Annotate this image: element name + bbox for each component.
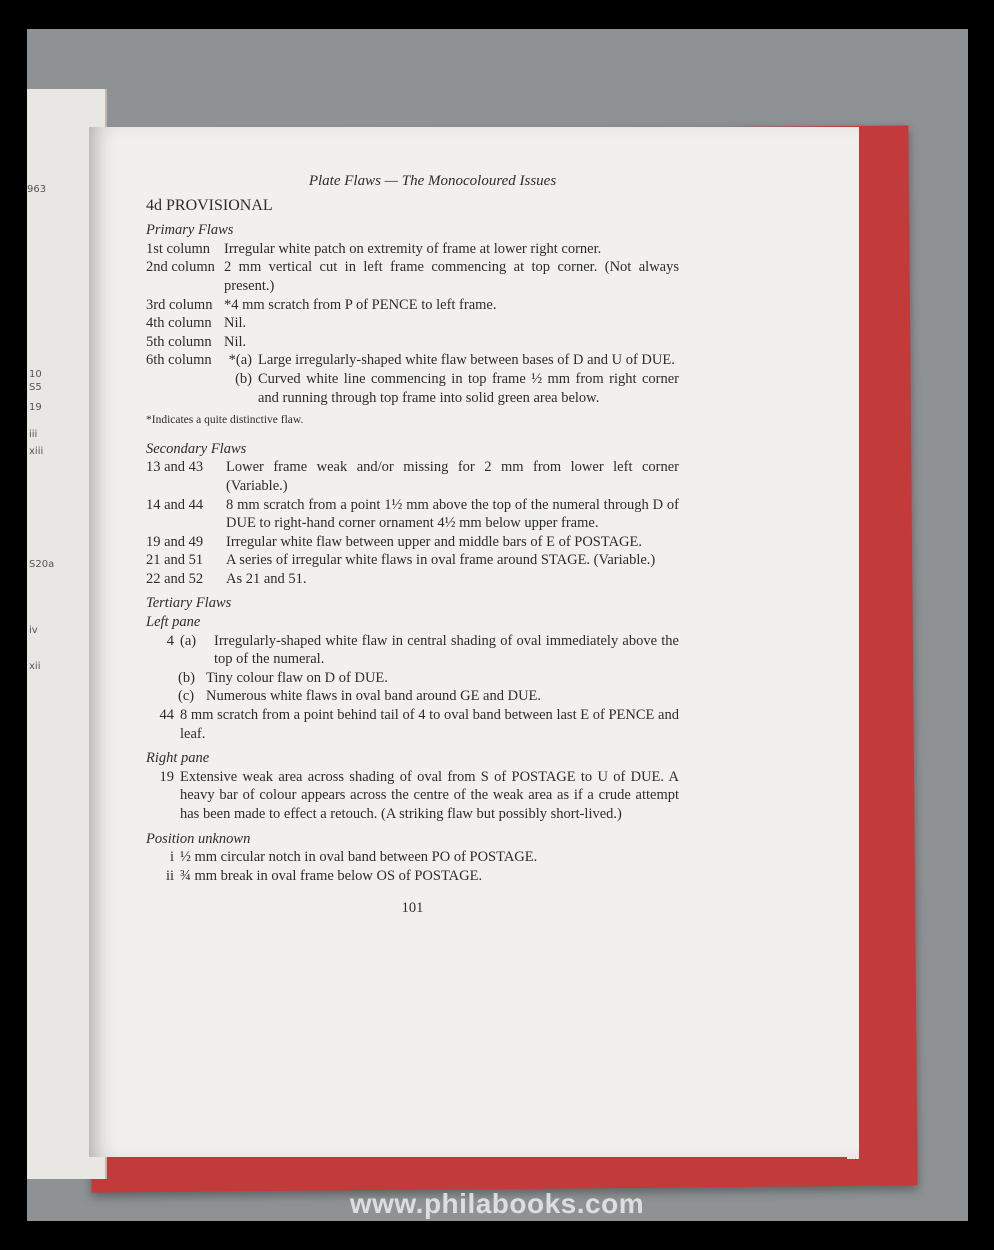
row-text: Curved white line commencing in top frame ½ mm from right corner and running through top frame into solid green area below. (258, 370, 679, 406)
left-pane-heading: Left pane (146, 614, 201, 631)
page-text (146, 172, 679, 918)
left-page-fragment: iv (29, 625, 38, 636)
primary-heading: Primary Flaws (146, 222, 234, 239)
row-label: 22 and 52 (146, 570, 204, 587)
tertiary-item (146, 687, 679, 706)
item-number: 4 (166, 632, 174, 649)
page-number: 101 (401, 900, 424, 917)
tertiary-item (146, 867, 679, 886)
row-label: 6th column (146, 352, 212, 369)
primary-row (146, 240, 679, 259)
secondary-row (146, 570, 679, 589)
row-text: As 21 and 51. (226, 570, 307, 587)
primary-row (146, 258, 679, 295)
footnote: *Indicates a quite distinctive flaw. (146, 414, 304, 427)
item-marker: (b) (235, 370, 252, 387)
row-text: ½ mm circular notch in oval band between PO of POSTAGE. (180, 849, 538, 866)
primary-row-sixth (146, 351, 679, 407)
tertiary-heading: Tertiary Flaws (146, 595, 232, 612)
row-text: Lower frame weak and/or missing for 2 mm from lower left corner (Variable.) (226, 459, 679, 494)
secondary-row (146, 496, 679, 533)
row-label: 1st column (146, 240, 211, 257)
row-text: Irregular white patch on extremity of frame at lower right corner. (224, 240, 602, 257)
left-page-fragment: xiii (29, 446, 44, 457)
row-text: Nil. (224, 333, 247, 350)
right-pane-heading: Right pane (146, 750, 210, 767)
left-page-fragment: S20a (29, 559, 55, 570)
left-page-fragment: 19 (29, 402, 42, 413)
row-text: ¾ mm break in oval frame below OS of POSTAGE. (180, 867, 483, 884)
left-page-fragment: xii (29, 661, 41, 672)
item-marker: *(a) (228, 352, 252, 369)
item-number: ii (165, 867, 174, 884)
secondary-row (146, 458, 679, 495)
row-text: Numerous white flaws in oval band around GE and DUE. (206, 688, 542, 705)
row-label: 4th column (146, 315, 212, 332)
left-page-fragment: iii (29, 429, 38, 440)
primary-row (146, 314, 679, 333)
row-text: Extensive weak area across shading of oval from S of POSTAGE to U of DUE. A heavy bar of colour appears across the centre of the weak area as if a crude attempt has been made to effect a retouch. (A striking flaw but possibly short-lived.) (180, 768, 679, 822)
row-text: Irregularly-shaped white flaw in central shading of oval immediately above the top of the numeral. (214, 632, 679, 668)
tertiary-item (146, 848, 679, 867)
row-text: 2 mm vertical cut in left frame commencing at top corner. (Not always present.) (224, 259, 679, 294)
row-text: 8 mm scratch from a point 1½ mm above the top of the numeral through D of DUE to right-hand corner ornament 4½ mm below upper frame. (226, 496, 679, 532)
secondary-heading: Secondary Flaws (146, 440, 247, 457)
item-marker: (c) (178, 688, 195, 705)
left-page-fragment: S5 (29, 382, 42, 393)
tertiary-item (146, 669, 679, 688)
row-label: 3rd column (146, 296, 213, 313)
row-label: 2nd column (146, 259, 215, 276)
secondary-row (146, 533, 679, 552)
row-label: 5th column (146, 333, 212, 350)
left-page-fragment: 10 (29, 369, 42, 380)
position-unknown-heading: Position unknown (146, 830, 251, 847)
row-label: 14 and 44 (146, 496, 204, 513)
primary-row (146, 333, 679, 352)
row-text: *4 mm scratch from P of PENCE to left frame. (224, 296, 497, 313)
item-number: 44 (159, 707, 174, 724)
left-page-fragment: 963 (27, 184, 47, 195)
watermark: www.philabooks.com (349, 1188, 645, 1219)
row-text: Tiny colour flaw on D of DUE. (206, 669, 388, 686)
tertiary-item (146, 768, 679, 824)
row-label: 21 and 51 (146, 552, 204, 569)
item-number: 19 (159, 768, 174, 785)
tertiary-item (146, 706, 679, 743)
row-text: Large irregularly-shaped white flaw between bases of D and U of DUE. (258, 352, 675, 369)
row-text: 8 mm scratch from a point behind tail of 4 to oval band between last E of PENCE and leaf. (180, 707, 679, 742)
tertiary-item (146, 632, 679, 669)
section-title: 4d PROVISIONAL (146, 196, 273, 214)
secondary-row (146, 551, 679, 570)
running-header: Plate Flaws — The Monocoloured Issues (308, 173, 557, 189)
row-text: Irregular white flaw between upper and middle bars of E of POSTAGE. (226, 533, 642, 550)
item-marker: (a) (180, 632, 197, 649)
row-label: 19 and 49 (146, 533, 204, 550)
row-text: A series of irregular white flaws in oval frame around STAGE. (Variable.) (226, 552, 656, 569)
item-number: i (169, 849, 174, 866)
row-label: 13 and 43 (146, 459, 204, 476)
row-text: Nil. (224, 315, 247, 332)
primary-row (146, 296, 679, 315)
item-marker: (b) (178, 669, 195, 686)
